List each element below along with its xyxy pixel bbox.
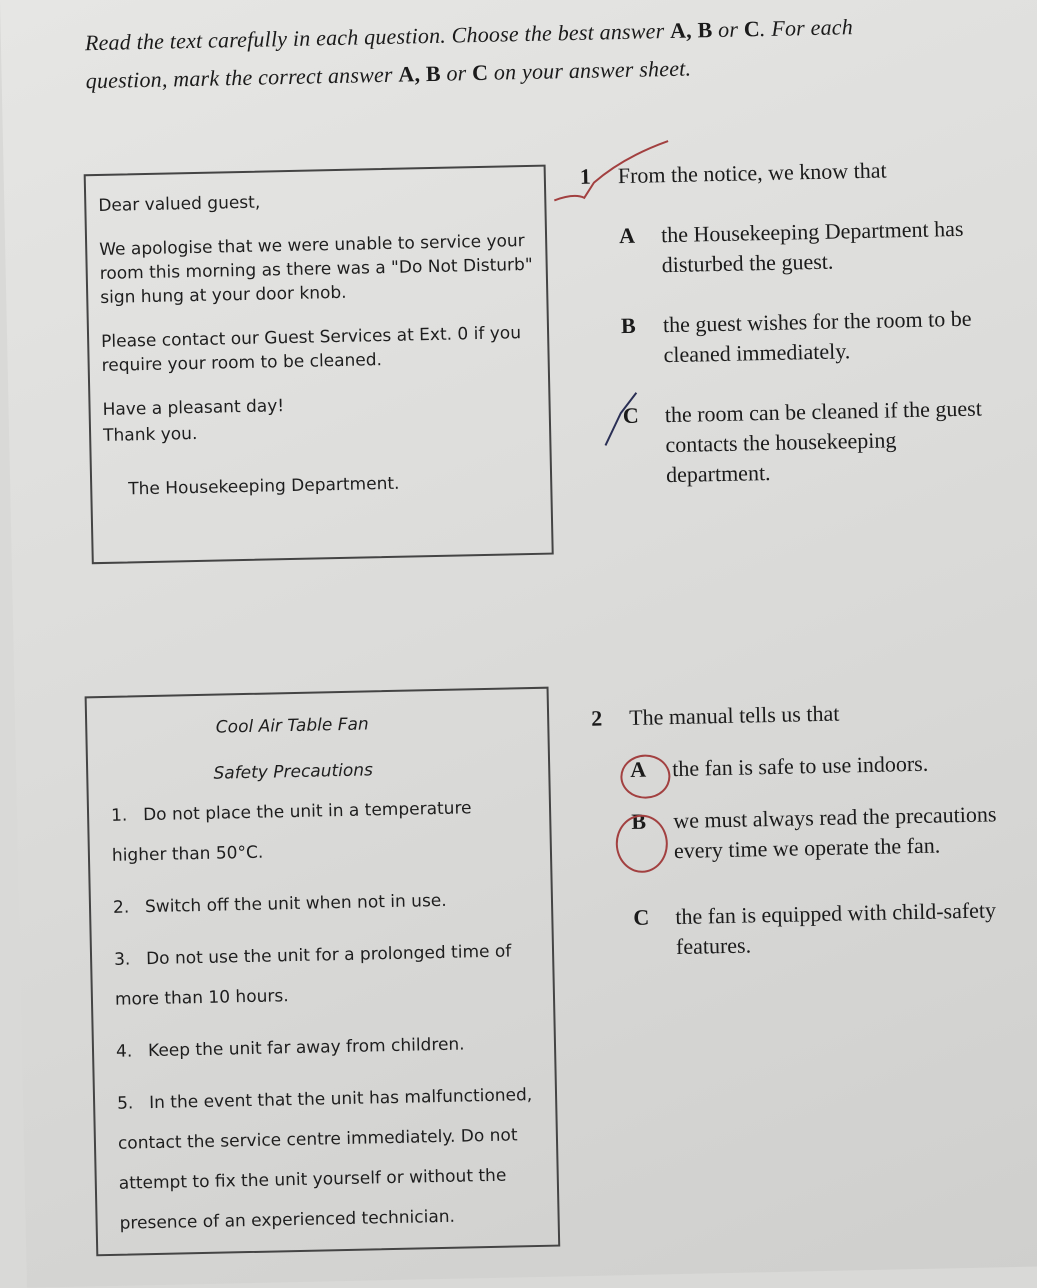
notice-paragraph: Have a pleasant day! (102, 396, 285, 420)
option-text: the guest wishes for the room to be cleaned immediately. (662, 305, 972, 368)
option-c[interactable] (595, 895, 1016, 964)
option-text: the fan is safe to use indoors. (671, 750, 929, 782)
notice-paragraph: We apologise that we were unable to service your room this morning as there was a "Do Not Disturb" sign hung at your door knob. (99, 231, 533, 308)
precaution-text: Keep the unit far away from children. (147, 1034, 465, 1062)
instructions-text: Read the text carefully in each question. Choose the best answer (84, 17, 671, 56)
precaution-text: In the event that the unit has malfunctioned, contact the service centre immediately. Do not attempt to fix the unit yourself or without the presence of an experienced technician. (117, 1085, 533, 1234)
option-letter: B (620, 312, 636, 339)
instructions-text: or (712, 16, 745, 43)
question-1 (580, 153, 1007, 492)
precaution-number: 5. (116, 1093, 134, 1114)
question-number: 2 (590, 705, 603, 731)
housekeeping-notice (84, 165, 554, 565)
option-b[interactable] (593, 799, 1014, 868)
instructions-letters: A, B (398, 60, 441, 87)
question-text: From the notice, we know that (617, 157, 887, 189)
option-letter: B (631, 808, 647, 834)
option-letter: A (629, 756, 647, 782)
instructions-text: . For each (759, 14, 854, 42)
fan-safety-manual (85, 687, 561, 1257)
notice-paragraph: Please contact our Guest Services at Ext. 0 if you require your room to be cleaned. (100, 323, 522, 376)
instructions (85, 6, 946, 100)
precaution-item (111, 787, 529, 876)
precaution-text: Switch off the unit when not in use. (144, 890, 447, 918)
precaution-number: 2. (112, 897, 130, 918)
notice-signature: The Housekeeping Department. (128, 473, 400, 500)
question-text: The manual tells us that (628, 700, 840, 730)
instructions-text: question, mark the correct answer (85, 61, 399, 94)
option-b[interactable] (583, 303, 1004, 372)
option-a[interactable] (592, 747, 1013, 786)
instructions-letters: C (743, 16, 761, 42)
notice-paragraph: Thank you. (102, 423, 198, 446)
option-letter: A (618, 222, 636, 249)
precaution-item (116, 1023, 533, 1072)
option-text: the Housekeeping Department has disturbed the guest. (660, 215, 964, 278)
instructions-letters: C (471, 59, 489, 86)
question-stem (580, 153, 1001, 192)
precaution-number: 1. (110, 805, 128, 826)
precaution-item (114, 931, 532, 1020)
option-text: the room can be cleaned if the guest contacts the housekeeping department. (664, 395, 983, 488)
option-text: the fan is equipped with child-safety features. (675, 897, 997, 960)
precaution-text: Do not place the unit in a temperature higher than 50°C. (111, 798, 472, 866)
precaution-item (117, 1075, 536, 1244)
precaution-item (113, 879, 530, 928)
manual-title: Cool Air Table Fan (215, 714, 369, 738)
question-number: 1 (579, 163, 592, 189)
precautions-list (111, 787, 536, 1244)
option-c[interactable] (585, 393, 1007, 492)
instructions-letters: A, B (669, 17, 713, 43)
option-a[interactable] (581, 213, 1002, 282)
manual-subtitle: Safety Precautions (213, 760, 374, 784)
precaution-text: Do not use the unit for a prolonged time of more than 10 hours. (114, 941, 512, 1010)
instructions-text: or (440, 60, 473, 86)
option-letter: C (622, 402, 639, 429)
option-letter: C (633, 904, 650, 930)
instructions-text: on your answer sheet. (487, 55, 692, 85)
question-2 (591, 695, 1016, 964)
precaution-number: 4. (115, 1041, 133, 1062)
option-text: we must always read the precautions every time we operate the fan. (673, 801, 997, 864)
precaution-number: 3. (113, 949, 131, 970)
notice-greeting: Dear valued guest, (98, 192, 261, 216)
question-stem (591, 695, 1012, 734)
